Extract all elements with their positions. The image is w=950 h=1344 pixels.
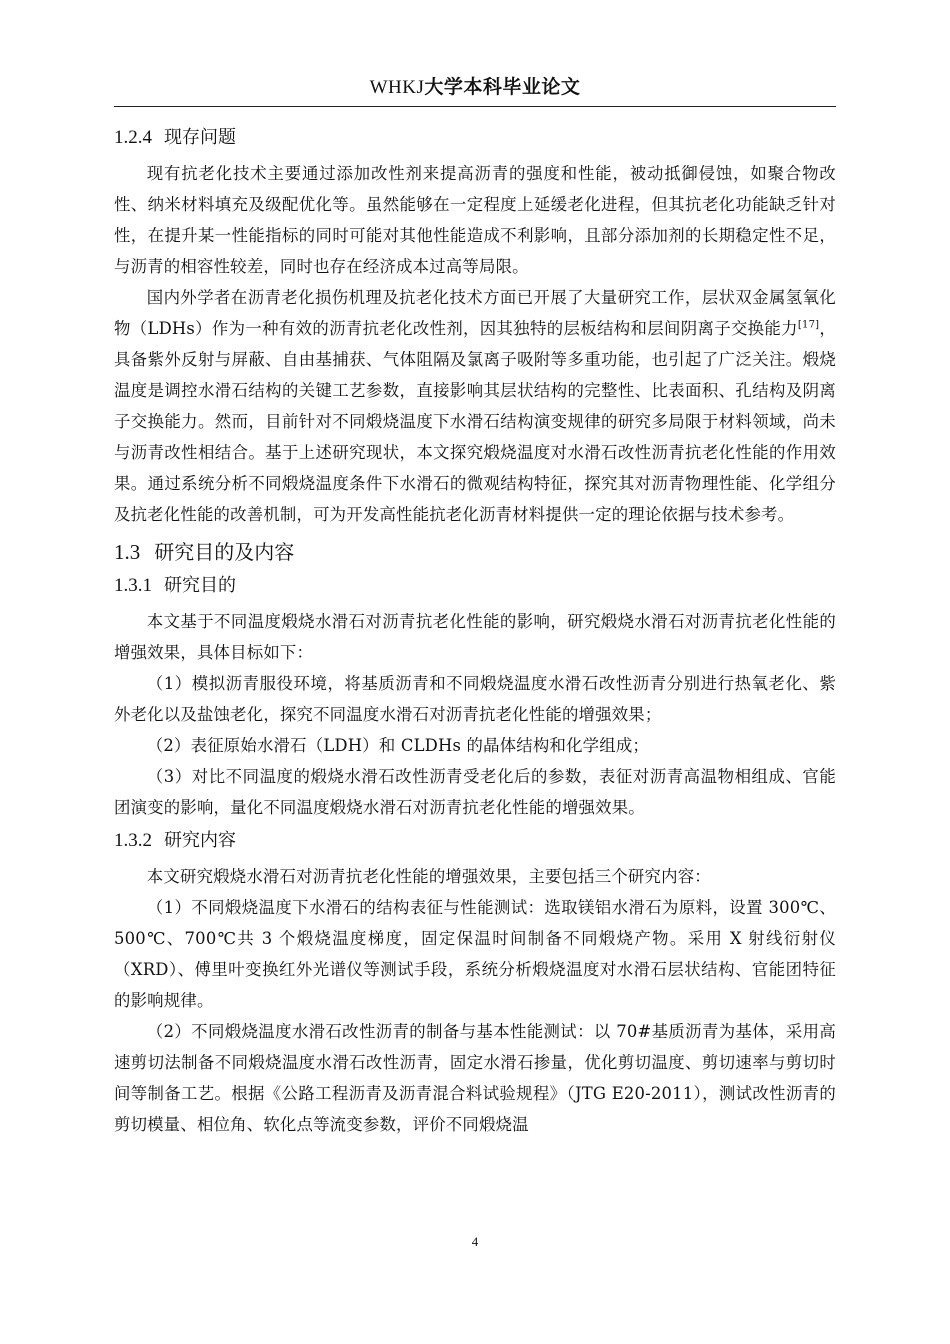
page-number: 4 [471, 1234, 479, 1249]
heading-1-3-1 [114, 574, 836, 598]
paragraph [114, 282, 836, 530]
heading-text: 现存问题 [164, 127, 236, 148]
list-item: （1）不同煅烧温度下水滑石的结构表征与性能测试：选取镁铝水滑石为原料，设置 300℃、500℃、700℃共 3 个煅烧温度梯度，固定保温时间制备不同煅烧产物。采用 X 射线衍射仪（XRD）、傅里叶变换红外光谱仪等测试手段，系统分析煅烧温度对水滑石层状结构、官能团特征的影响规律。 [114, 898, 836, 1010]
list-item: （2）表征原始水滑石（LDH）和 CLDHs 的晶体结构和化学组成； [146, 736, 650, 755]
list-item: （1）模拟沥青服役环境，将基质沥青和不同煅烧温度水滑石改性沥青分别进行热氧老化、紫外老化以及盐蚀老化，探究不同温度水滑石对沥青抗老化性能的增强效果； [114, 674, 836, 724]
paragraph-text: 国内外学者在沥青老化损伤机理及抗老化技术方面已开展了大量研究工作，层状双金属氢氧化物（LDHs）作为一种有效的沥青抗老化改性剂，因其独特的层板结构和层间阴离子交换能力 [114, 288, 836, 338]
heading-1-3 [114, 538, 836, 566]
heading-number: 1.3.2 [114, 830, 152, 851]
heading-text: 研究目的及内容 [154, 540, 295, 564]
heading-1-2-4 [114, 126, 836, 150]
header-title-cn: 大学本科毕业论文 [424, 76, 581, 98]
running-header [0, 72, 950, 99]
list-item: （3）对比不同温度的煅烧水滑石改性沥青受老化后的参数，表征对沥青高温物相组成、官能团演变的影响，量化不同温度煅烧水滑石对沥青抗老化性能的增强效果。 [114, 767, 836, 817]
heading-text: 研究内容 [164, 830, 236, 851]
body-content [114, 120, 836, 1140]
paragraph: 本文研究煅烧水滑石对沥青抗老化性能的增强效果，主要包括三个研究内容： [146, 867, 711, 886]
paragraph: 本文基于不同温度煅烧水滑石对沥青抗老化性能的影响，研究煅烧水滑石对沥青抗老化性能的增强效果，具体目标如下： [114, 612, 836, 662]
heading-text: 研究目的 [164, 575, 236, 596]
paragraph: 现有抗老化技术主要通过添加改性剂来提高沥青的强度和性能，被动抵御侵蚀，如聚合物改性、纳米材料填充及级配优化等。虽然能够在一定程度上延缓老化进程，但其抗老化功能缺乏针对性，在提升某一性能指标的同时可能对其他性能造成不利影响，且部分添加剂的长期稳定性不足，与沥青的相容性较差，同时也存在经济成本过高等局限。 [114, 164, 836, 276]
header-title-latin: WHKJ [369, 77, 425, 98]
heading-number: 1.3 [114, 540, 141, 564]
citation-ref: [17] [797, 319, 820, 331]
heading-1-3-2 [114, 829, 836, 853]
list-item: （2）不同煅烧温度水滑石改性沥青的制备与基本性能测试：以 70#基质沥青为基体，采用高速剪切法制备不同煅烧温度水滑石改性沥青，固定水滑石掺量，优化剪切温度、剪切速率与剪切时间等制备工艺。根据《公路工程沥青及沥青混合料试验规程》（JTG E20-2011），测试改性沥青的剪切模量、相位角、软化点等流变参数，评价不同煅烧温 [114, 1022, 836, 1134]
heading-number: 1.2.4 [114, 127, 152, 148]
heading-number: 1.3.1 [114, 575, 152, 596]
paragraph-text: ，具备紫外反射与屏蔽、自由基捕获、气体阻隔及氯离子吸附等多重功能，也引起了广泛关注。煅烧温度是调控水滑石结构的关键工艺参数，直接影响其层状结构的完整性、比表面积、孔结构及阴离子交换能力。然而，目前针对不同煅烧温度下水滑石结构演变规律的研究多局限于材料领域，尚未与沥青改性相结合。基于上述研究现状，本文探究煅烧温度对水滑石改性沥青抗老化性能的作用效果。通过系统分析不同煅烧温度条件下水滑石的微观结构特征，探究其对沥青物理性能、化学组分及抗老化性能的改善机制，可为开发高性能抗老化沥青材料提供一定的理论依据与技术参考。 [114, 319, 836, 524]
header-divider [114, 106, 836, 107]
